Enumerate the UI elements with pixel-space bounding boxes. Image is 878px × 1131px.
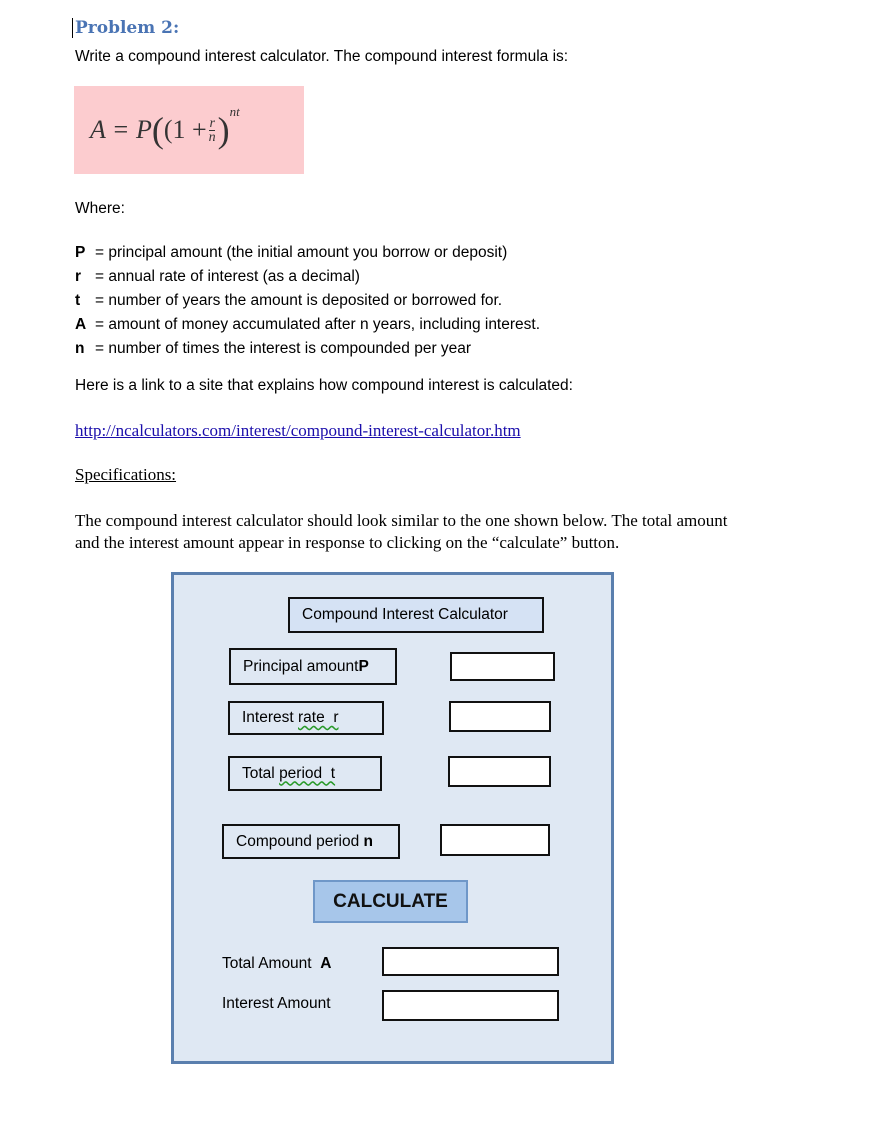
- formula-paren-close: ): [217, 110, 230, 150]
- label-symbol: rate r: [298, 709, 339, 726]
- rate-label: [228, 701, 384, 735]
- compound-interest-link[interactable]: http://ncalculators.com/interest/compound-interest-calculator.htm: [75, 421, 521, 440]
- rate-input[interactable]: [449, 701, 551, 732]
- label-text: Principal amount: [243, 657, 359, 675]
- definitions-list: [75, 241, 540, 361]
- where-label: Where:: [75, 200, 125, 217]
- definition-symbol: P: [75, 244, 86, 261]
- formula-lhs: A = P: [90, 115, 152, 144]
- definition-text: = amount of money accumulated after n years, including interest.: [95, 316, 541, 333]
- formula-exponent: nt: [229, 104, 240, 119]
- definition-text: = principal amount (the initial amount you borrow or deposit): [95, 244, 508, 261]
- spec-line-1: The compound interest calculator should look similar to the one shown below. The total amount: [75, 511, 728, 530]
- label-symbol: A: [320, 955, 332, 972]
- interest-amount-output: [382, 990, 559, 1021]
- formula-fraction: [209, 117, 216, 144]
- principal-label: [229, 648, 397, 685]
- label-text: Interest: [242, 709, 298, 726]
- compound-label: [222, 824, 400, 859]
- label-symbol: n: [363, 832, 373, 850]
- definition-p: [75, 241, 540, 265]
- definition-a: [75, 313, 540, 337]
- definition-text: = number of years the amount is deposited or borrowed for.: [95, 292, 503, 309]
- definition-symbol: n: [75, 340, 85, 357]
- label-symbol: P: [358, 657, 369, 675]
- formula-num: r: [209, 115, 215, 131]
- formula-paren-open: (: [151, 110, 164, 150]
- definition-n: [75, 337, 540, 361]
- definition-symbol: A: [75, 316, 87, 333]
- definition-symbol: t: [75, 292, 81, 309]
- specifications-heading: Specifications:: [75, 465, 177, 484]
- total-amount-output: [382, 947, 559, 976]
- link-intro: Here is a link to a site that explains how compound interest is calculated:: [75, 377, 573, 394]
- definition-text: = number of times the interest is compounded per year: [95, 340, 472, 357]
- spec-line-2: and the interest amount appear in response to clicking on the “calculate” button.: [75, 533, 620, 552]
- total-amount-label: [222, 955, 331, 973]
- formula-one: (1 +: [163, 115, 207, 144]
- formula-den: n: [208, 129, 216, 145]
- formula-image: [74, 86, 304, 174]
- principal-input[interactable]: [450, 652, 555, 681]
- definition-text: = annual rate of interest (as a decimal): [95, 268, 360, 285]
- label-text: Total Amount: [222, 955, 321, 972]
- definition-t: [75, 289, 540, 313]
- interest-amount-label: Interest Amount: [222, 995, 331, 1012]
- intro-text: Write a compound interest calculator. The compound interest formula is:: [75, 48, 569, 65]
- label-symbol: period t: [279, 764, 336, 782]
- period-input[interactable]: [448, 756, 551, 787]
- calculator-title: Compound Interest Calculator: [288, 597, 544, 633]
- label-text: Total: [242, 764, 280, 782]
- compound-input[interactable]: [440, 824, 550, 856]
- calculate-button[interactable]: CALCULATE: [313, 880, 468, 923]
- problem-title: Problem 2:: [72, 18, 179, 38]
- definition-r: [75, 265, 540, 289]
- label-text: Compound period: [236, 832, 364, 850]
- period-label: [228, 756, 382, 791]
- definition-symbol: r: [75, 268, 82, 285]
